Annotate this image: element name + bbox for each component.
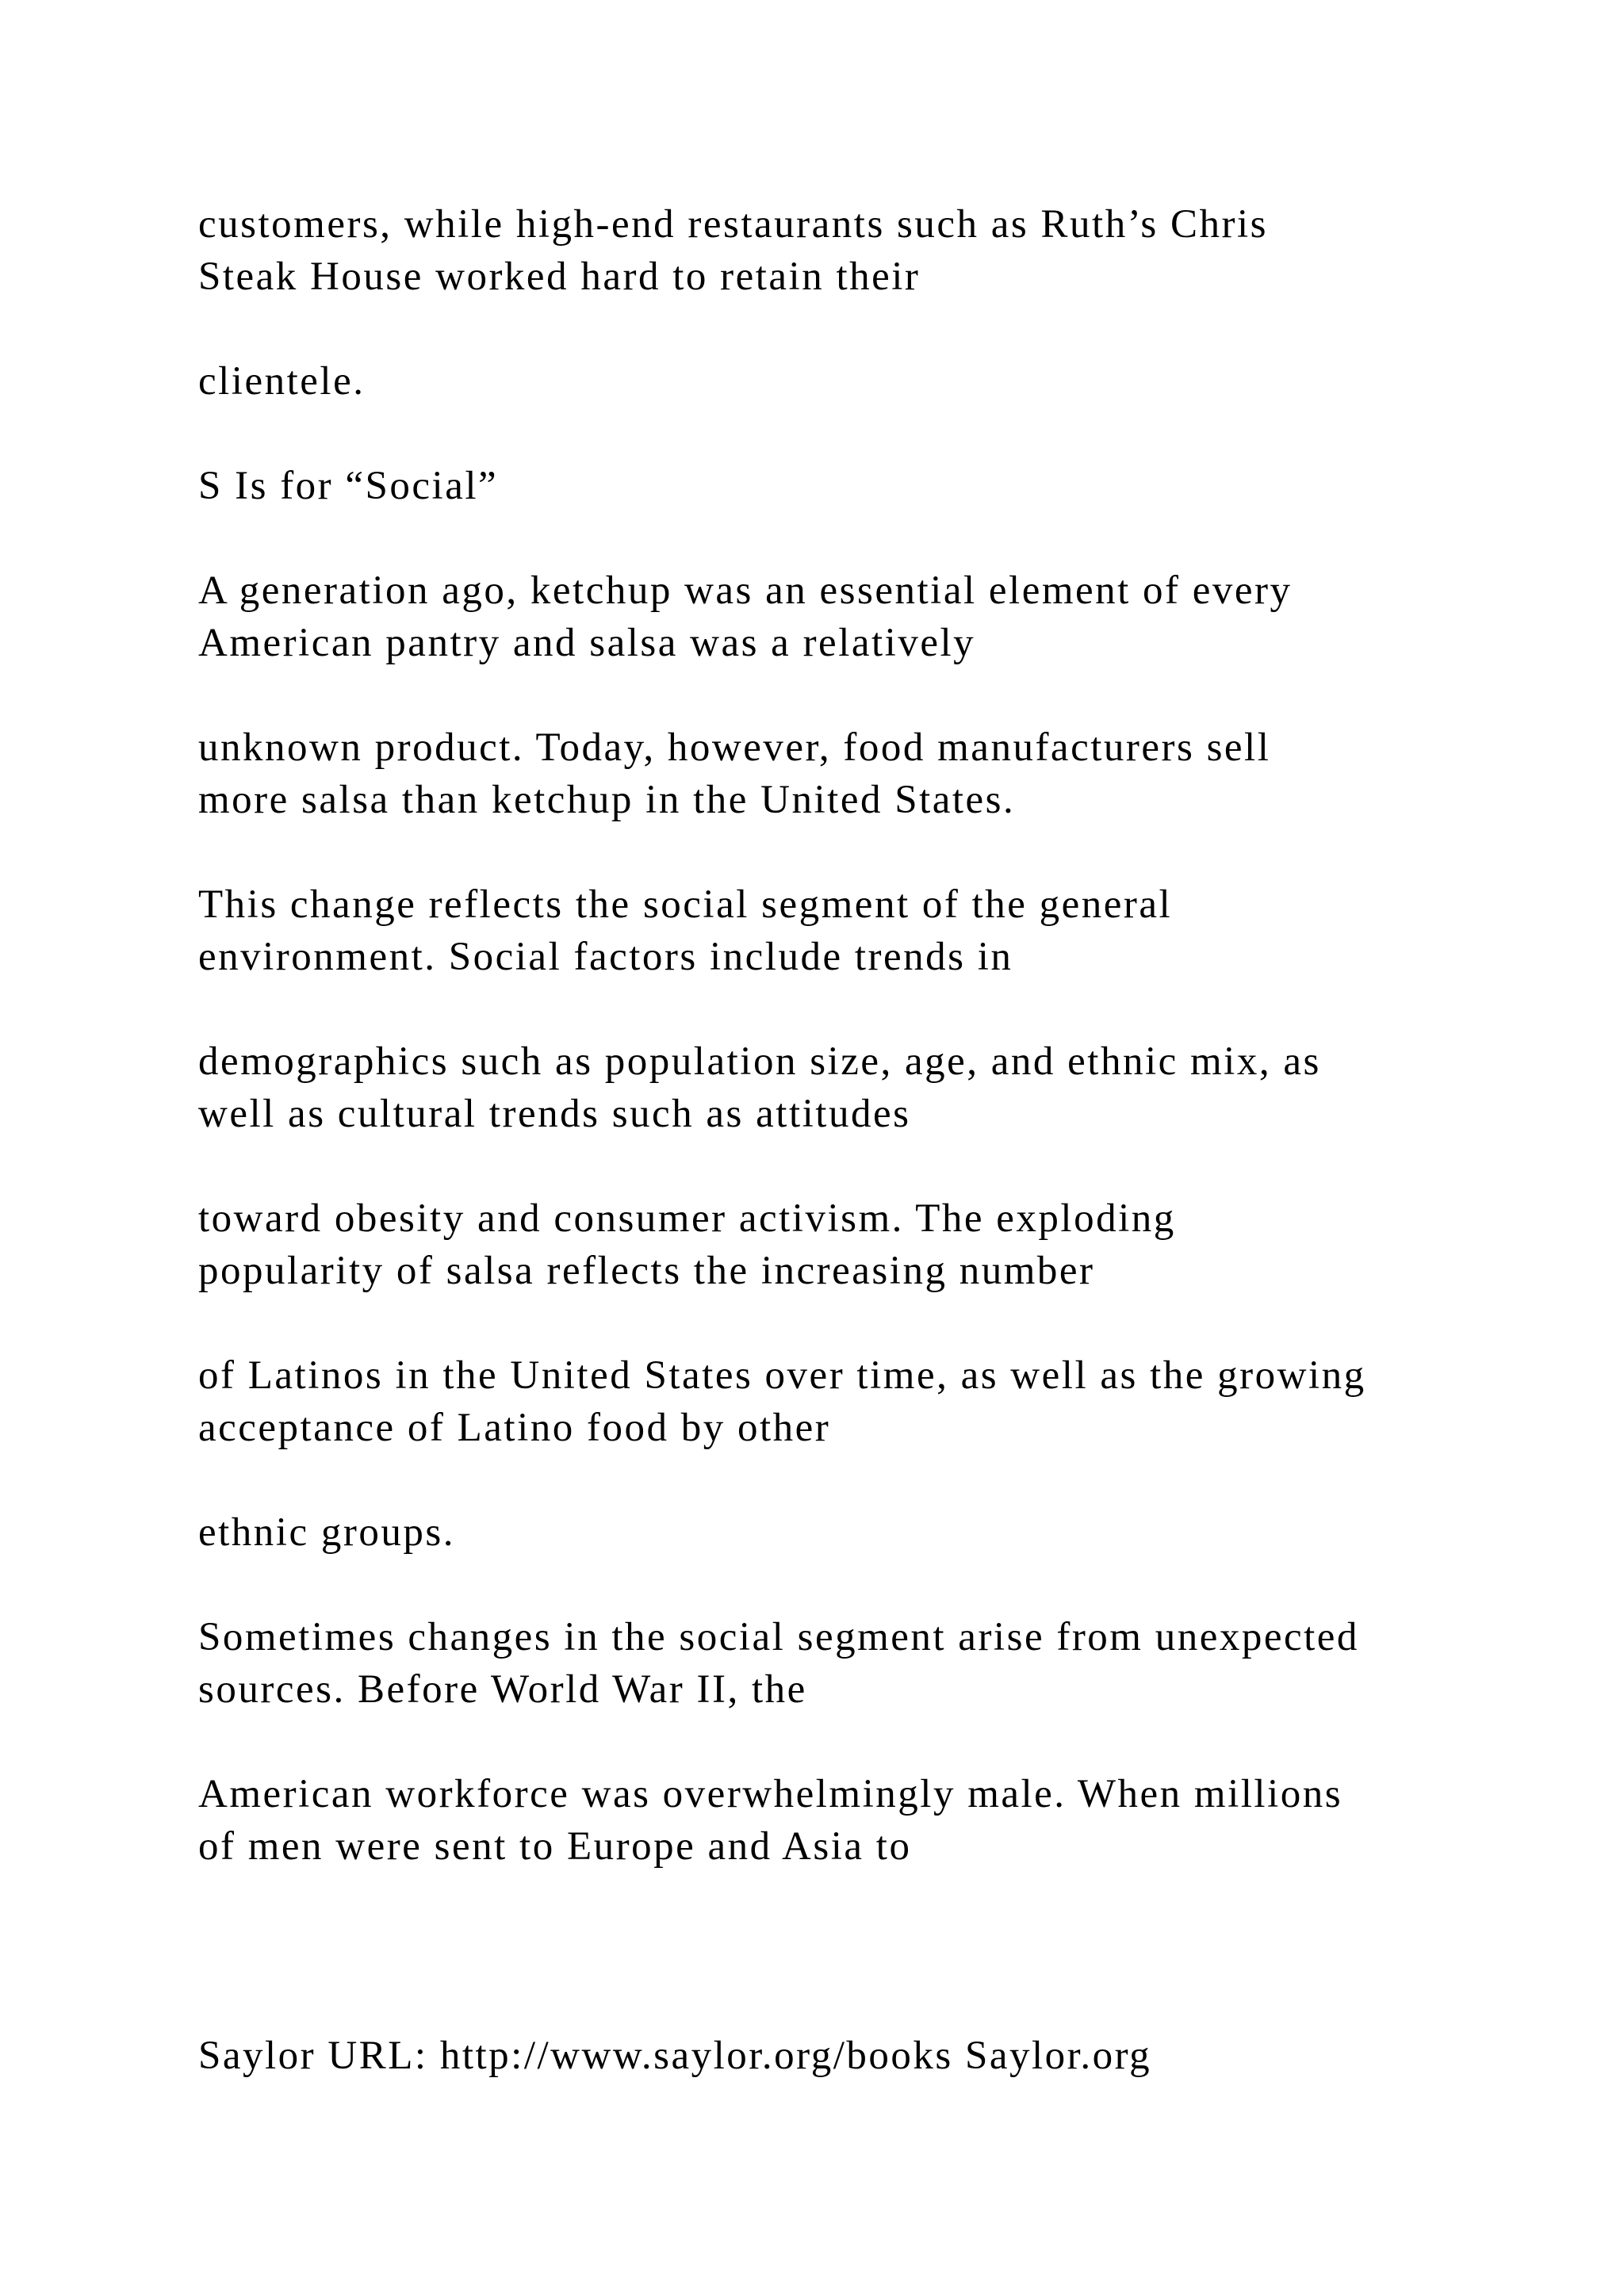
text-line: This change reflects the social segment of the general [198, 882, 1173, 927]
text-line: acceptance of Latino food by other [198, 1406, 831, 1450]
text-line: A generation ago, ketchup was an essential element of every [198, 568, 1293, 613]
text-line: clientele. [198, 359, 366, 404]
text-line: Sometimes changes in the social segment arise from unexpected [198, 1615, 1359, 1659]
text-line: unknown product. Today, however, food manufacturers sell [198, 725, 1271, 770]
text-line: sources. Before World War II, the [198, 1667, 807, 1712]
text-line: environment. Social factors include trends in [198, 935, 1013, 979]
text-line: toward obesity and consumer activism. The exploding [198, 1196, 1176, 1241]
text-line: more salsa than ketchup in the United States. [198, 778, 1016, 822]
section-heading: S Is for “Social” [198, 464, 499, 508]
text-line: customers, while high-end restaurants such as Ruth’s Chris [198, 202, 1268, 247]
text-line: popularity of salsa reflects the increasing number [198, 1249, 1095, 1293]
text-line: ethnic groups. [198, 1510, 455, 1555]
text-line: demographics such as population size, age, and ethnic mix, as [198, 1039, 1321, 1084]
page-footer: Saylor URL: http://www.saylor.org/books Saylor.org [198, 2034, 1152, 2078]
text-line: well as cultural trends such as attitudes [198, 1092, 911, 1136]
text-line: American pantry and salsa was a relatively [198, 621, 976, 665]
text-line: Steak House worked hard to retain their [198, 254, 921, 299]
text-line: of Latinos in the United States over time, as well as the growing [198, 1353, 1366, 1398]
text-line: of men were sent to Europe and Asia to [198, 1824, 912, 1869]
text-line: American workforce was overwhelmingly male. When millions [198, 1772, 1343, 1816]
